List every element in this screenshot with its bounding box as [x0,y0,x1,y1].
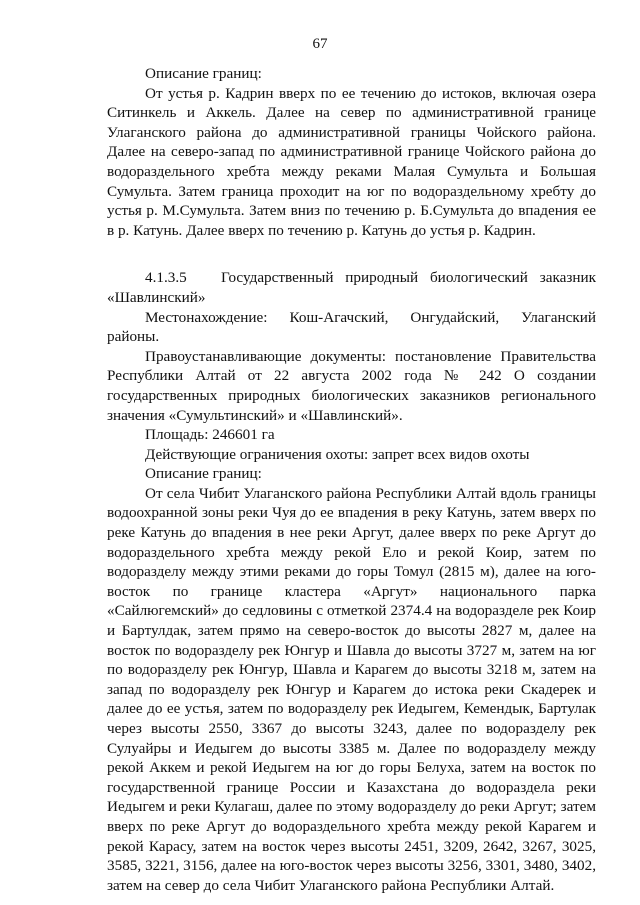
page-number: 67 [312,36,328,52]
area-paragraph: Площадь: 246601 га [145,426,275,444]
documents-paragraph: Правоустанавливающие документы: постановление Правительства Республики Алтай от 22 августа 2002 года № 242 О создании государственных природных биологических заказников регионального значения «Сумультинский» и «Шавлинский». [107,347,596,424]
section-title: Государственный природный биологический заказник [221,269,596,287]
section-title-continued: «Шавлинский» [107,288,206,306]
borders-label-1: Описание границ: [145,65,262,82]
document-body [107,64,596,895]
section-heading [107,268,596,288]
section-number: 4.1.3.5 [145,269,187,287]
borders-label-2: Описание границ: [145,465,262,483]
restrictions-paragraph: Действующие ограничения охоты: запрет всех видов охоты [145,445,530,463]
section-spacer [107,240,596,268]
borders-text-2: От села Чибит Улаганского района Республики Алтай вдоль границы водоохранной зоны реки Чуя до ее впадения в реку Катунь, затем вверх по реке Катунь до впадения в нее реки Аргут, далее вверх по реке Аргут до водораздельного хребта между рекой Ело и рекой Коир, затем по водоразделу между этими реками до горы Томул (2815 м), далее на юго-восток по границе кластера «Аргут» национального парка «Сайлюгемский» до седловины с отметкой 2374.4 на водоразделе рек Коир и Бартулдак, затем прямо на северо-восток до высоты 2827 м, далее на восток по водоразделу рек Юнгур и Шавла до высоты 3727 м, затем на юг по водоразделу рек Юнгур, Шавла и Карагем до высоты 3218 м, затем на запад по водоразделу рек Юнгур и Карагем до истока реки Скадерек и далее до ее устья, затем по водоразделу рек Иедыгем, Кемендык, Бартулак через высоты 2550, 3367 до высоты 3243, далее по водоразделу рек Сулуайры и Иедыгем до высоты 3385 м. Далее по водоразделу между рекой Аккем и рекой Иедыгем на юг до горы Белуха, затем на восток по государственной границе России и Казахстана до водораздела реки Иедыгем и реки Кулагаш, далее по этому водоразделу до реки Аргут; затем вверх по реке Аргут до водораздельного хребта между рекой Карагем и рекой Карасу, затем на восток через высоты 2451, 3209, 2642, 3267, 3025, 3585, 3221, 3156, далее на юго-восток через высоты 3256, 3301, 3480, 3402, затем на север до села Чибит Улаганского района Республики Алтай. [107,484,596,894]
borders-text-1: От устья р. Кадрин вверх по ее течению до истоков, включая озера Ситинкель и Аккель. Далее на север по административной границе Улаганского района до административной границы Чойского района. Далее на северо-запад по административной границе Чойского района до водораздельного хребта между реками Малая Сумульта и Большая Сумульта. Затем граница проходит на юг по водораздельному хребту до устья р. М.Сумульта. Затем вниз по течению р. Б.Сумульта до впадения ее в р. Катунь. Далее вверх по течению р. Катунь до устья р. Кадрин. [107,84,596,239]
location-paragraph: Местонахождение: Кош-Агачский, Онгудайский, Улаганский районы. [107,308,596,346]
